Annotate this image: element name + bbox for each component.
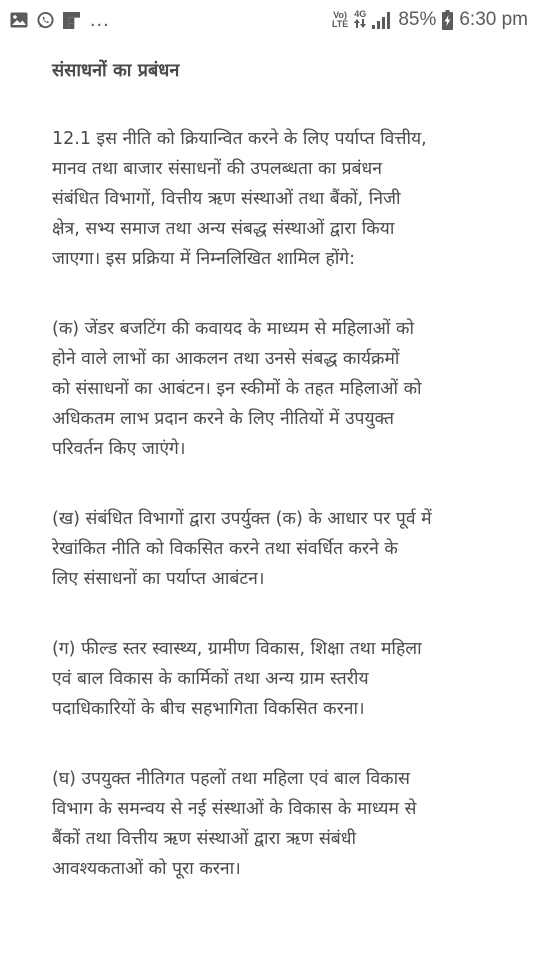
paragraph-ga: (ग) फील्ड स्तर स्वास्थ्य, ग्रामीण विकास, शिक्षा तथा महिला एवं बाल विकास के कार्मिकों तथा अन्य ग्राम स्तरीय पदाधिकारियों के बीच सहभागिता विकसित करना। [52,639,422,719]
paragraph-12-1: 12.1 इस नीति को क्रियान्वित करने के लिए पर्याप्त वित्तीय, मानव तथा बाजार संसाधनों की उपलब्धता का प्रबंधन संबंधित विभागों, वित्तीय ऋण संस्थाओं तथा बैंकों, निजी क्षेत्र, सभ्य समाज तथा अन्य संबद्ध संस्थाओं द्वारा किया जाएगा। इस प्रक्रिया में निम्नलिखित शामिल होंगे: [52,129,427,269]
battery-percent: 85% [398,9,437,30]
image-icon [10,12,28,28]
lte-label: LTE [331,19,349,29]
article-body [52,56,502,924]
whatsapp-icon [36,11,55,30]
paragraph-gha: (घ) उपयुक्त नीतिगत पहलों तथा महिला एवं बाल विकास विभाग के समन्वय से नई संस्थाओं के विकास के माध्यम से बैंकों तथा वित्तीय ऋण संस्थाओं द्वारा ऋण संबंधी आवश्यकताओं को पूरा करना। [52,769,417,879]
paragraph-kha: (ख) संबंधित विभागों द्वारा उपर्युक्त (क) के आधार पर पूर्व में रेखांकित नीति को विकसित करने तथा संवर्धित करने के लिए संसाधनों का पर्याप्त आबंटन। [52,509,432,589]
data-arrows-icon [354,19,366,30]
more-notifications-indicator: ... [90,9,110,31]
notification-icons [0,10,110,30]
volte-label: Vo) [333,10,348,20]
system-status [332,9,540,31]
paragraph-ka: (क) जेंडर बजटिंग की कवायद के माध्यम से महिलाओं को होने वाले लाभों का आकलन तथा उनसे संबद्ध कार्यक्रमों को संसाधनों का आबंटन। इन स्कीमों के तहत महिलाओं को अधिकतम लाभ प्रदान करने के लिए नीतियों में उपयुक्त परिवर्तन किए जाएंगे। [52,319,422,459]
volte-indicator [332,11,348,29]
section-heading: संसाधनों का प्रबंधन [52,60,180,81]
battery-charging-icon [442,10,453,30]
network-type-indicator [354,10,366,30]
clock: 6:30 pm [459,9,528,30]
flipboard-icon [63,12,80,29]
status-bar [0,0,540,40]
network-type-label: 4G [354,9,367,19]
signal-strength-icon [372,11,392,29]
